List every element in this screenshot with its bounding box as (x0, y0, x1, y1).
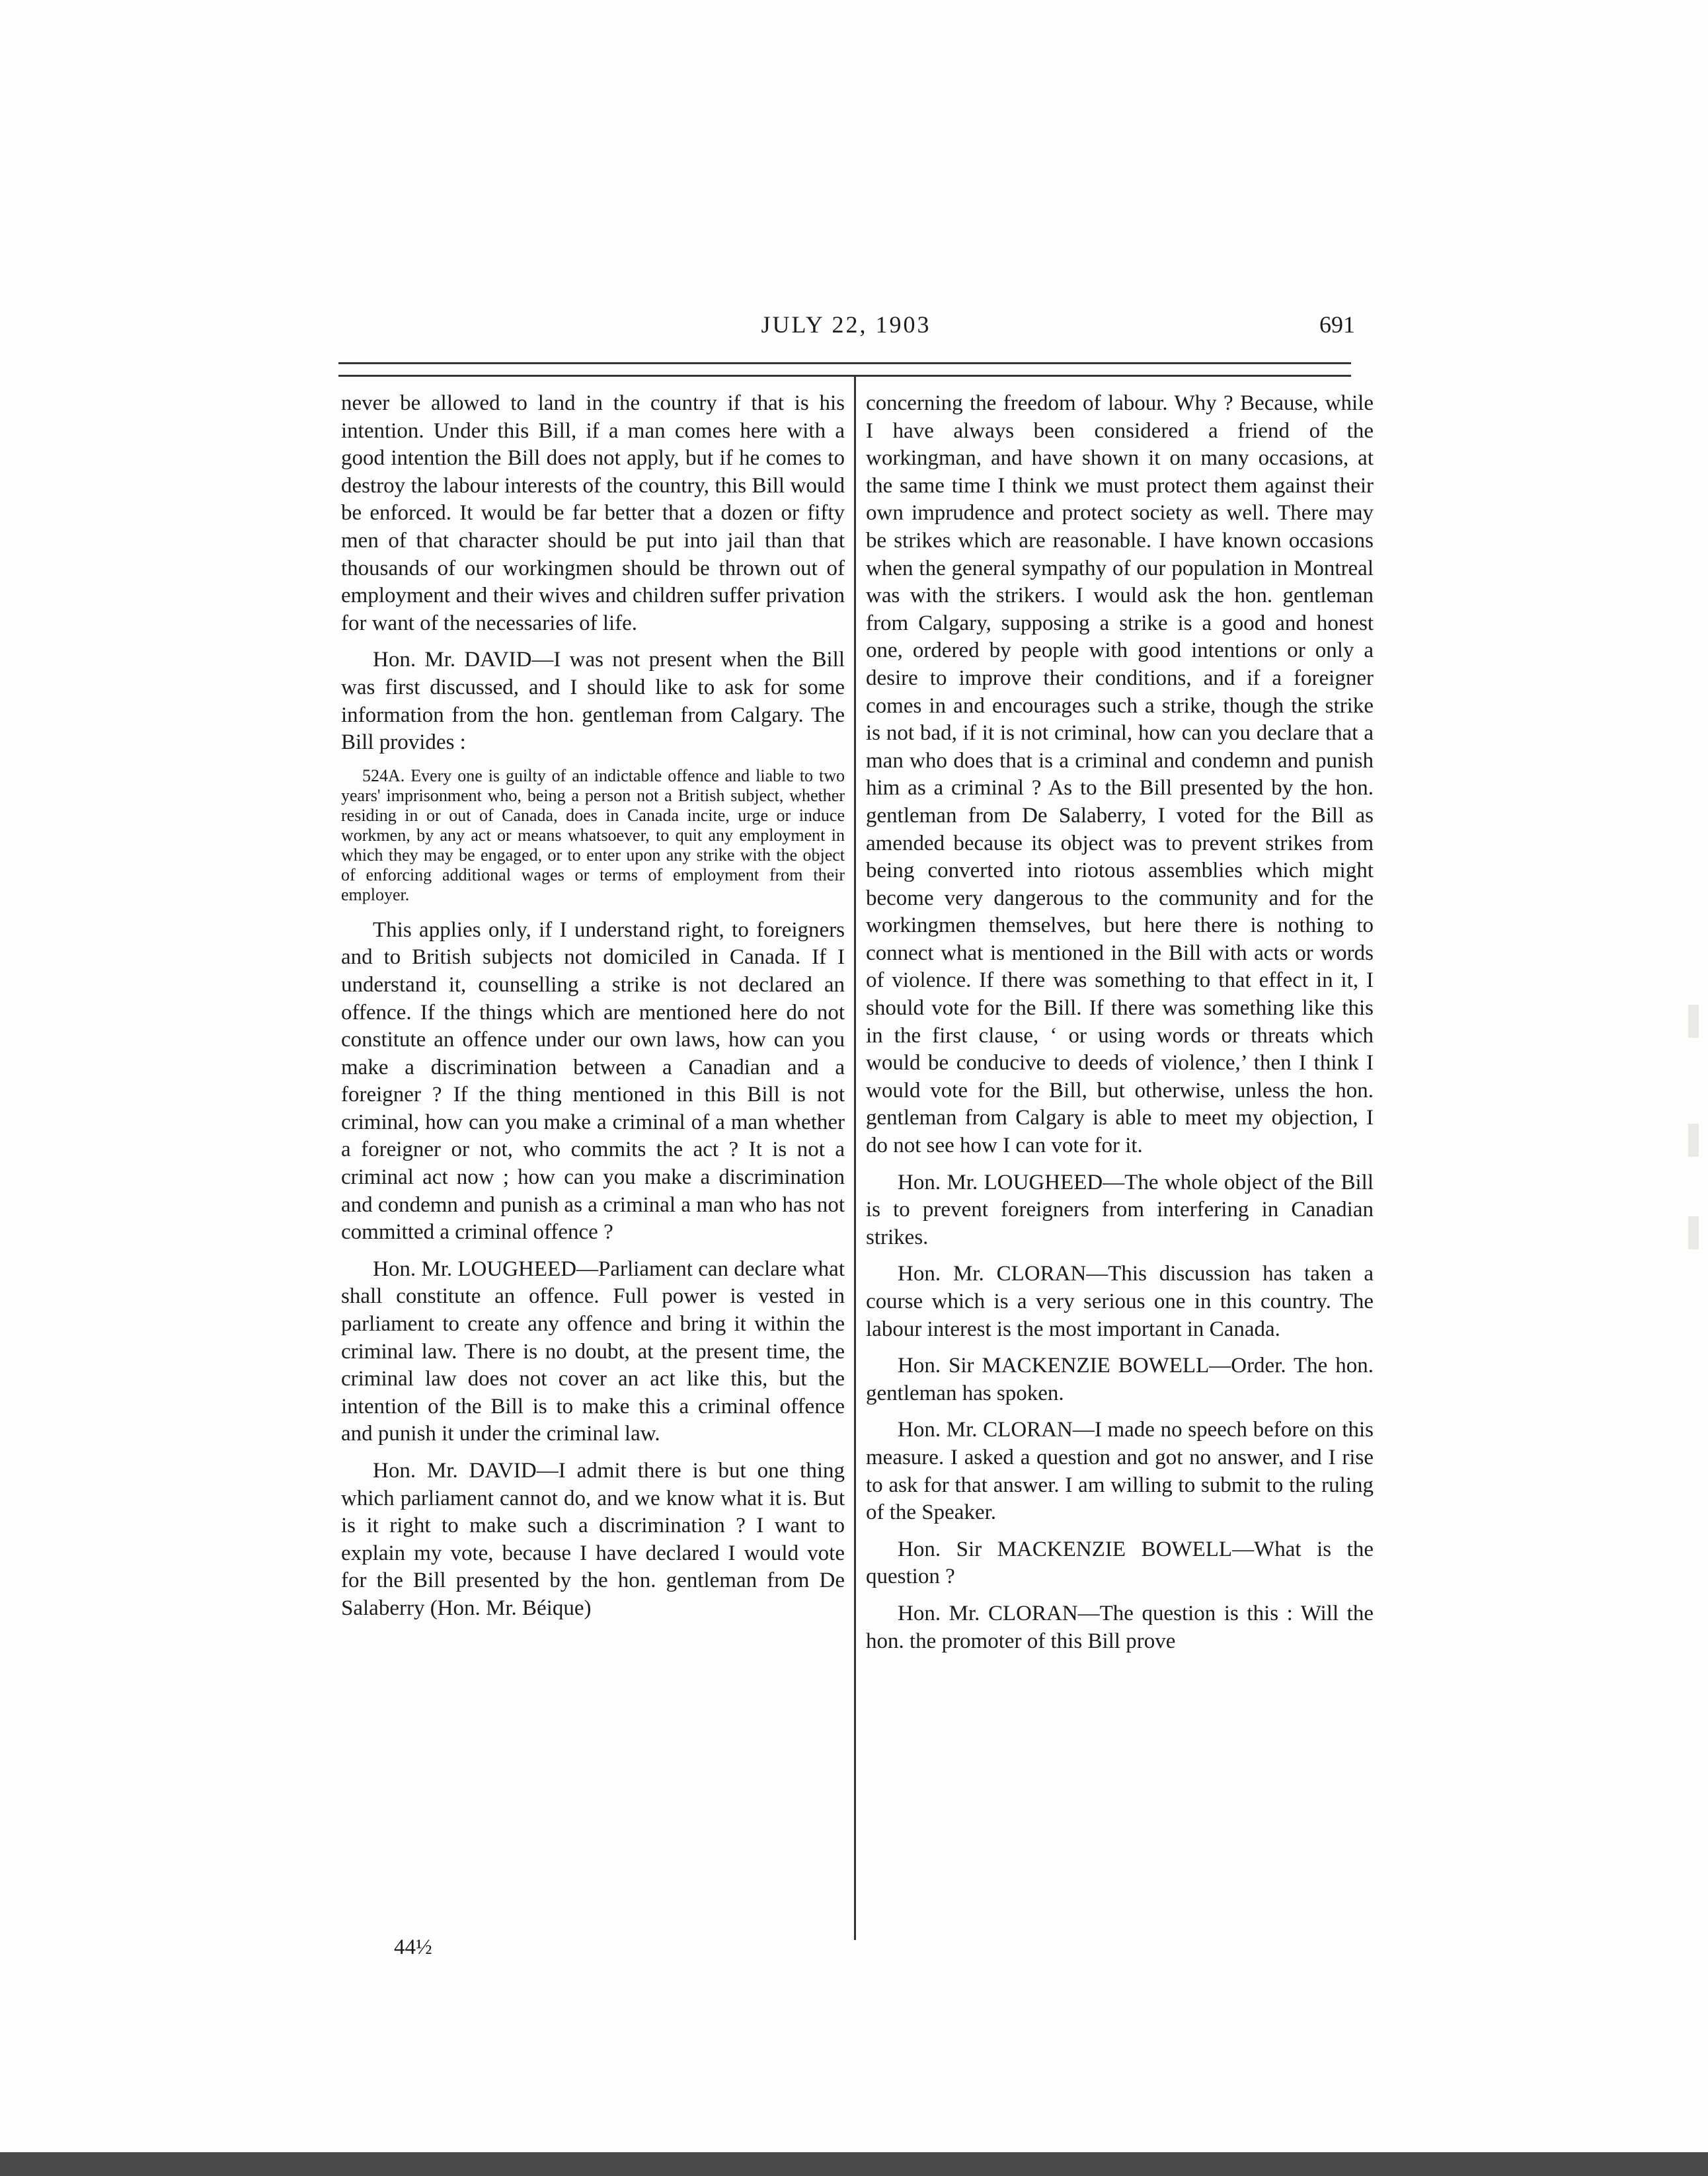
paragraph: Hon. Mr. LOUGHEED—Parliament can declare what shall constitute an offence. Full power is vested in parliament to create any offence and bring it within the criminal law. There is no doubt, at the present time, the criminal law does not cover an act like this, but the intention of the Bill is to make this a criminal offence and punish it under the criminal law. (341, 1257, 845, 1446)
column-divider (854, 377, 856, 1940)
page-number: 691 (1319, 311, 1355, 338)
right-column (866, 390, 1374, 1664)
paragraph: concerning the freedom of labour. Why ? Because, while I have always been considered a friend of the workingman, and have shown it on many occasions, at the same time I think we must protect them against their own imprudence and protect society as well. There may be strikes which are reasonable. I have known occasions when the general sympathy of our population in Montreal was with the strikers. I would ask the hon. gentleman from Calgary, supposing a strike is a good and honest one, ordered by people with good intentions or only a desire to improve their conditions, and if a foreigner comes in and encourages such a strike, though the strike is not bad, if it is not criminal, how can you declare that a man who does that is a criminal and condemn and punish him as a criminal ? As to the Bill presented by the hon. gentleman from De Salaberry, I voted for the Bill as amended because its object was to prevent strikes from being converted into riotous assemblies which might become very dangerous to the community and for the workingmen themselves, but here there is nothing to connect what is mentioned in the Bill with acts or words of violence. If there was something to that effect in it, I should vote for the Bill. If there was something like this in the first clause, ‘ or using words or threats which would be conducive to deeds of violence,’ then I think I would vote for the Bill, but otherwise, unless the hon. gentleman from Calgary is able to meet my objection, I do not see how I can vote for it. (866, 391, 1374, 1158)
paragraph: Hon. Mr. DAVID—I admit there is but one thing which parliament cannot do, and we know what it is. But is it right to make such a discrimination ? I want to explain my vote, because I have declared I would vote for the Bill presented by the hon. gentleman from De Salaberry (Hon. Mr. Béique) (341, 1459, 845, 1620)
paragraph: Hon. Mr. CLORAN—The question is this : Will the hon. the promoter of this Bill prove (866, 1601, 1374, 1653)
paragraph: Hon. Sir MACKENZIE BOWELL—What is the question ? (866, 1537, 1374, 1589)
scan-mark (1688, 1124, 1699, 1157)
paragraph: never be allowed to land in the country if that is his intention. Under this Bill, if a man comes here with a good intention the Bill does not apply, but if he comes to destroy the labour interests of the country, this Bill would be enforced. It would be far better that a dozen or fifty men of that character should be put into jail than that thousands of our workingmen should be thrown out of employment and their wives and children suffer privation for want of the necessaries of life. (341, 391, 845, 635)
scan-mark (1688, 1216, 1699, 1249)
paragraph: Hon. Mr. CLORAN—I made no speech before on this measure. I asked a question and got no answer, and I rise to ask for that answer. I am willing to submit to the ruling of the Speaker. (866, 1418, 1374, 1525)
paragraph: Hon. Mr. LOUGHEED—The whole object of the Bill is to prevent foreigners from interfering in Canadian strikes. (866, 1170, 1374, 1249)
paragraph: Hon. Mr. CLORAN—This discussion has taken a course which is a very serious one in this country. The labour interest is the most important in Canada. (866, 1262, 1374, 1341)
paragraph: Hon. Mr. DAVID—I was not present when the Bill was first discussed, and I should like to ask for some information from the hon. gentleman from Calgary. The Bill provides : (341, 648, 845, 755)
header-rule (338, 362, 1351, 377)
left-column (341, 390, 845, 1632)
scan-edge (0, 2152, 1708, 2176)
scan-mark (1688, 1005, 1699, 1038)
header-date: JULY 22, 1903 (761, 311, 931, 338)
page-header (337, 311, 1355, 350)
signature-mark: 44½ (394, 1935, 432, 1959)
paragraph: This applies only, if I understand right, to foreigners and to British subjects not domiciled in Canada. If I understand it, counselling a strike is not declared an offence. If the things which are mentioned here do not constitute an offence under our own laws, how can you make a discrimination between a Canadian and a foreigner ? If the thing mentioned in this Bill is not criminal, how can you make a criminal of a man whether a foreigner or not, who commits the act ? It is not a criminal act now ; how can you make a discrimination and condemn and punish as a criminal a man who has not committed a criminal offence ? (341, 917, 845, 1245)
bill-quotation: 524A. Every one is guilty of an indictable offence and liable to two years' imprisonment who, being a person not a British subject, whether residing in or out of Canada, does in Canada incite, urge or induce workmen, by any act or means whatsoever, to quit any employment in which they may be engaged, or to enter upon any strike with the object of enforcing additional wages or terms of employment from their employer. (341, 765, 845, 904)
paragraph: Hon. Sir MACKENZIE BOWELL—Order. The hon. gentleman has spoken. (866, 1354, 1374, 1405)
